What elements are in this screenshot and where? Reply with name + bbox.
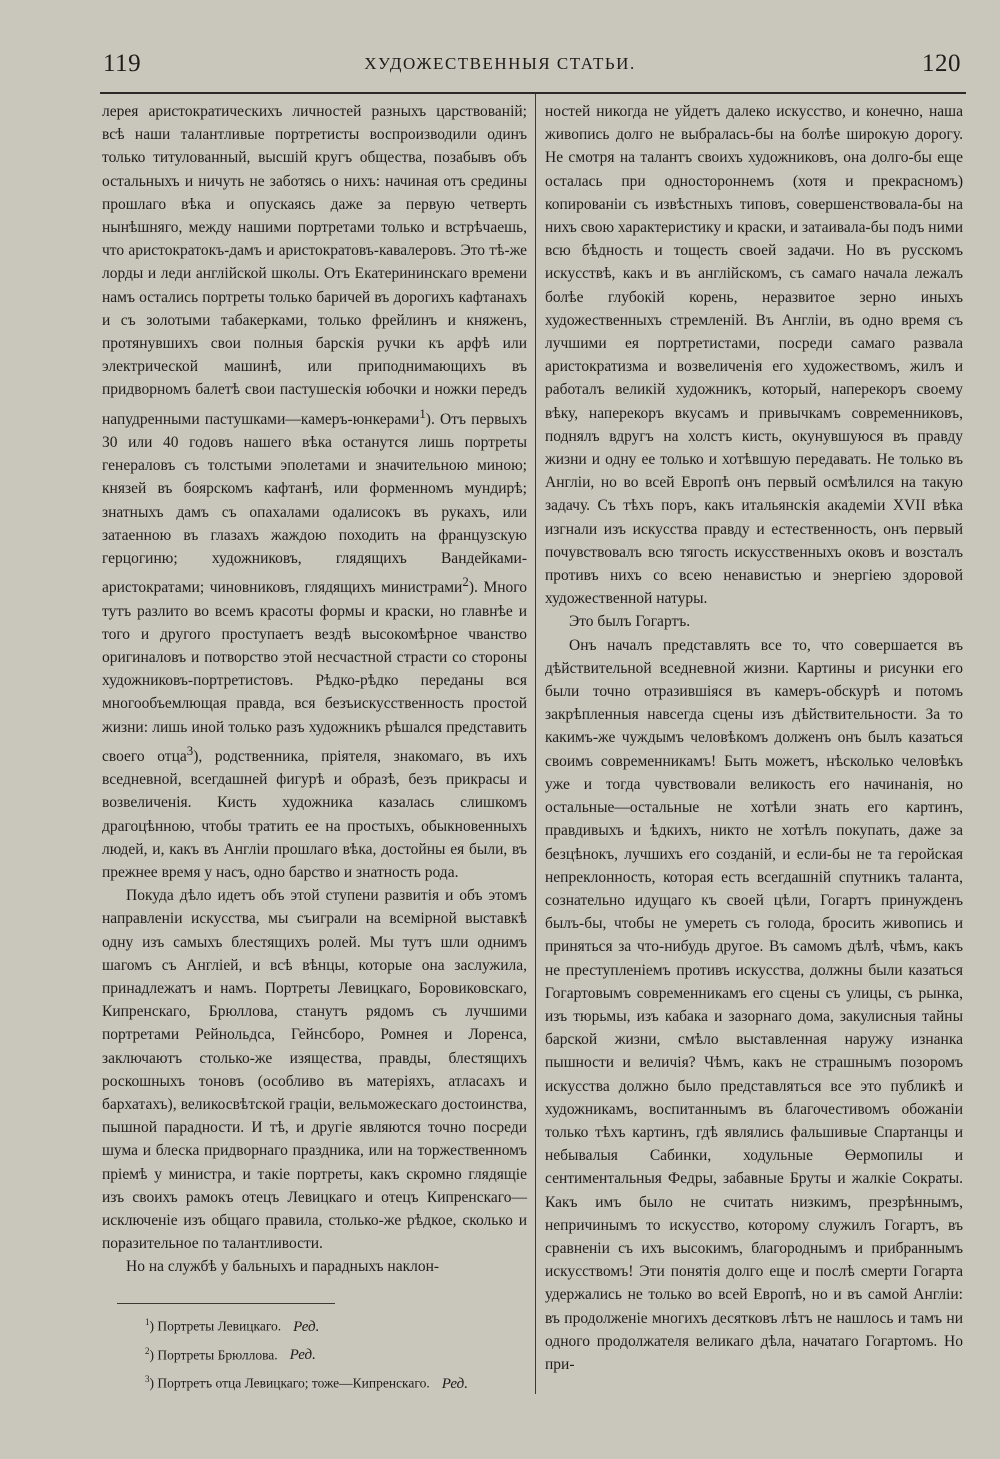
right-column [545, 100, 963, 1376]
footnote-ref-2: 2 [462, 574, 469, 590]
footnote-1: $^1$) Портреты Левицкаго. Ред. [145, 1317, 320, 1335]
footnote-2: $^2$) Портреты Брюллова. Ред. [145, 1345, 316, 1363]
right-paragraph-2: Это былъ Гогартъ. [569, 613, 691, 631]
left-paragraph-2: Покуда дѣло идетъ объ этой ступени развитія и объ этомъ направленіи искусства, мы съиграли на всемірной выставкѣ одну изъ самыхъ блестящихъ ролей. Мы тутъ шли однимъ шагомъ съ Англіей, и всѣ вѣнцы, которые она заслужила, принадлежатъ и намъ. Портреты Левицкаго, Боровиковскаго, Кипренскаго, Брюллова, станутъ рядомъ съ лучшими портретами Рейнольдса, Гейнсборо, Ромнея и Лоренса, заключаютъ столько-же изящества, правды, блестящихъ роскошныхъ тоновъ (особливо въ матеріяхъ, атласахъ и бархатахъ), великосвѣтской граціи, вельможескаго достоинства, пышной парадности. И тѣ, и другіе являются точно посреди шума и блеска придворнаго праздника, или на торжественномъ пріемѣ у министра, и такіе портреты, какъ скромно глядящіе изъ своихъ рамокъ отецъ Левицкаго и отецъ Кипренскаго—исключеніе изъ общаго правила, столько-же рѣдкое, сколько и поразительное по талантливости. [102, 887, 527, 1253]
left-paragraph-1: лерея аристократическихъ личностей разныхъ царствованій; всѣ наши талантливые портретисты воспроизводили одинъ только титулованный, высшій кругъ общества, позабывъ объ остальныхъ и ничуть не заботясь о нихъ: начиная отъ средины прошлаго вѣка и опускаясь даже за первую четверть нынѣшняго, между нашими портретами только и встрѣчаешь, что аристократокъ-дамъ и аристократовъ-кавалеровъ. Это тѣ-же лорды и леди англійской школы. Отъ Екатерининскаго времени намъ остались портреты только баричей въ дорогихъ кафтанахъ и съ золотыми табакерками, только фрейлинъ и княженъ, протянувшихъ свои полныя барскія ручки къ арфѣ или электрической машинѣ, или приподнимающихъ въ придворномъ балетѣ свои пастушескія юбочки и ножки передъ напудренными пастушками—камеръ-юнкерами$^1$). Отъ первыхъ 30 или 40 годовъ нашего вѣка останутся лишь портреты генераловъ съ толстыми эполетами и значительною миною; князей въ боярскомъ кафтанѣ, или форменномъ мундирѣ; знатныхъ дамъ съ опахалами одалисокъ въ рукахъ, или затаенною въ глазахъ жаждою походить на французскую герцогиню; художниковъ, глядящихъ Вандейками-аристократами; чиновниковъ, глядящихъ министрами$^2$). Много тутъ разлито во всемъ красоты формы и краски, но главнѣе и того и другого проступаетъ вездѣ высокомѣрное чванство оригиналовъ и потворство этой несчастной страсти со стороны художниковъ-портретистовъ. Рѣдко-рѣдко переданы вся многообъемлющая правда, вся безъискусственность простой жизни: лишь иной только разъ художникъ рѣшался представить своего отца$^3$), родственника, пріятеля, знакомаго, въ ихъ вседневной, всегдашней фигурѣ и образѣ, безъ прикрасы и возвеличенія. Кисть художника казалась слишкомъ драгоцѣнною, чтобы тратить ее на простыхъ, обыкновенныхъ людей, и, какъ въ Англіи прошлаго вѣка, достойны ея были, въ прежнее время у насъ, одно барство и знатность рода. [102, 103, 527, 881]
footnote-rule [117, 1303, 335, 1304]
footnote-ref-1: 1 [419, 405, 426, 421]
left-page-number: 119 [103, 50, 142, 77]
column-divider [535, 94, 536, 1394]
left-column [102, 100, 527, 1279]
header-rule [100, 92, 966, 94]
footnote-3: $^3$) Портретъ отца Левицкаго; тоже—Кипренскаго. Ред. [145, 1374, 468, 1392]
footnotes [145, 1310, 533, 1396]
running-header-title: ХУДОЖЕСТВЕННЫЯ СТАТЬИ. [364, 54, 636, 73]
footnote-ref-3: 3 [186, 742, 194, 758]
right-page-number: 120 [922, 50, 961, 77]
right-paragraph-3: Онъ началъ представлять все то, что совершается въ дѣйствительной вседневной жизни. Картины и рисунки его были точно отразившіяся въ камеръ-обскурѣ и потомъ закрѣпленныя навсегда сцены изъ дѣйствительности. За то какимъ-же чуждымъ человѣкомъ долженъ онъ былъ казаться своимъ современникамъ! Быть можетъ, нѣсколько человѣкъ уже и тогда чувствовали великость его начинанія, но остальные—остальные не хотѣли знать его картинъ, правдивыхъ и ѣдкихъ, никто не хотѣлъ покупать, даже за безцѣнокъ, лучшихъ его созданій, и если-бы не та геройская непреклонность, которая есть всегдашній спутникъ таланта, сознательно идущаго къ своей цѣли, Гогартъ принужденъ былъ-бы, чтобы не умереть съ голода, бросить живопись и приняться за что-нибудь другое. Въ самомъ дѣлѣ, чѣмъ, какъ не преступленіемъ противъ искусства, должны были казаться Гогартовымъ современникамъ его сцены съ улицы, съ рынка, изъ тюрьмы, изъ кабака и зазорнаго дома, закулисныя тайны барской жизни, смѣло выставленная наружу изнанка пышности и величія? Чѣмъ, какъ не страшнымъ позоромъ искусства должно было представляться все это публикѣ и художникамъ, воспитаннымъ въ благочестивомъ обожаніи только тѣхъ картинъ, гдѣ являлись фальшивые Спартанцы и небывалыя Сабинки, ходульные Өермопилы и сентиментальныя Федры, забавные Бруты и жалкіе Сократы. Какъ имъ было не считать низкимъ, презрѣннымъ, непричинымъ то искусство, которому служилъ Гогартъ, въ сравненіи съ ихъ высокимъ, благороднымъ и прибраннымъ искусствомъ! Эти понятія долго еще и послѣ смерти Гогарта удержались не только во всей Европѣ, но и въ самой Англіи: въ продолженіе многихъ десятковъ лѣтъ не нашлось и тамъ ни одного продолжателя великаго дѣла, начатаго Гогартомъ. Но при- [545, 636, 963, 1373]
left-paragraph-3: Но на службѣ у бальныхъ и парадныхъ наклон- [126, 1258, 440, 1276]
right-paragraph-1: ностей никогда не уйдетъ далеко искусство, и конечно, наша живопись долго не выбралась-бы на болѣе широкую дорогу. Не смотря на талантъ своихъ художниковъ, она долго-бы еще осталась при одностороннемъ (хотя и прекрасномъ) копированіи съ извѣстныхъ типовъ, совершенствовала-бы на нихъ свою характеристику и краски, и затаивала-бы подъ ними всю бѣдность и тощесть своей задачи. Но въ русскомъ искусствѣ, какъ и въ англійскомъ, съ самаго начала лежалъ болѣе глубокій корень, неразвитое зерно иныхъ художественныхъ стремленій. Въ Англіи, въ одно время съ лучшими ея портретистами, посреди самаго развала аристократизма и возвеличенія его художествомъ, жилъ и работалъ великій художникъ, который, наперекоръ своему вѣку, наперекоръ вкусамъ и привычкамъ современниковъ, поднялъ вдругъ на холстъ кисть, окунувшуюся въ правду жизни и одну ее только и хотѣвшую передавать. Не только въ Англіи, но во всей Европѣ онъ первый осмѣлился на такую задачу. Съ тѣхъ поръ, какъ итальянскія академіи XVII вѣка изгнали изъ искусства правду и естественность, онъ первый почувствовалъ всю тягость искусственныхъ оковъ и возсталъ противъ нихъ со всею ненавистью и энергіею здоровой художественной натуры. [545, 103, 963, 608]
